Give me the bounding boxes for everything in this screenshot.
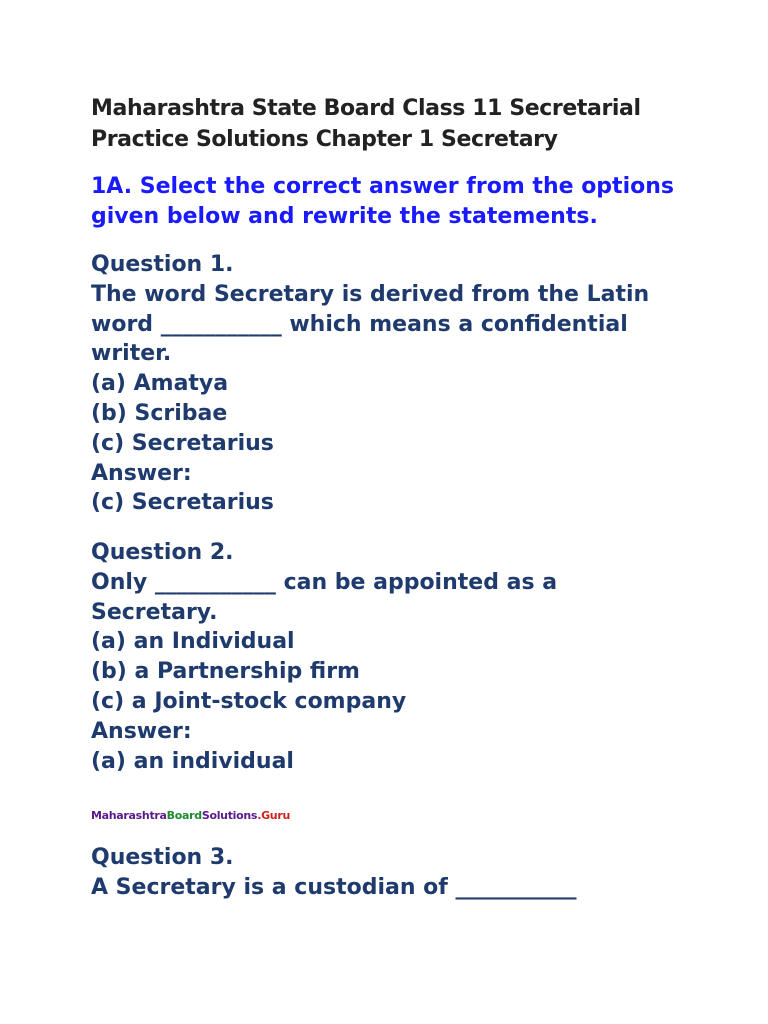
question-1-option-c: (c) Secretarius	[91, 430, 274, 456]
section-heading	[91, 172, 751, 232]
watermark-part-1: Maharashtra	[91, 809, 167, 822]
question-3-block	[91, 843, 751, 903]
question-2-text-line: Secretary.	[91, 599, 218, 625]
question-2-option-a: (a) an Individual	[91, 629, 295, 655]
watermark-part-3: Solutions	[201, 809, 258, 822]
question-1-text-line: writer.	[91, 341, 172, 367]
question-2-answer: (a) an individual	[91, 748, 294, 774]
question-2-text-line: Only ___________ can be appointed as a	[91, 569, 558, 595]
question-1-block	[91, 250, 751, 518]
question-1-heading: Question 1.	[91, 252, 234, 277]
question-2-block	[91, 538, 751, 776]
question-2-heading: Question 2.	[91, 540, 234, 565]
question-3-heading: Question 3.	[91, 845, 234, 870]
title-line-1: Maharashtra State Board Class 11 Secretarial	[91, 96, 641, 121]
title-line-2: Practice Solutions Chapter 1 Secretary	[91, 127, 558, 152]
watermark-part-4: .Guru	[257, 809, 290, 822]
question-1-text-line: word ___________ which means a confidential	[91, 311, 628, 337]
question-1-answer-label: Answer:	[91, 460, 192, 486]
site-watermark-logo	[91, 809, 290, 822]
question-1-option-a: (a) Amatya	[91, 371, 229, 397]
question-2-option-b: (b) a Partnership firm	[91, 659, 360, 685]
section-line-1: 1A. Select the correct answer from the options	[91, 174, 674, 199]
question-1-answer: (c) Secretarius	[91, 490, 274, 516]
question-1-option-b: (b) Scribae	[91, 400, 228, 426]
question-2-option-c: (c) a Joint-stock company	[91, 688, 407, 714]
question-1-text-line: The word Secretary is derived from the Latin	[91, 281, 650, 307]
page-title	[91, 93, 751, 155]
watermark-part-2: Board	[166, 809, 202, 822]
question-2-answer-label: Answer:	[91, 718, 192, 744]
question-3-text-line: A Secretary is a custodian of ___________	[91, 874, 577, 900]
section-line-2: given below and rewrite the statements.	[91, 204, 598, 229]
